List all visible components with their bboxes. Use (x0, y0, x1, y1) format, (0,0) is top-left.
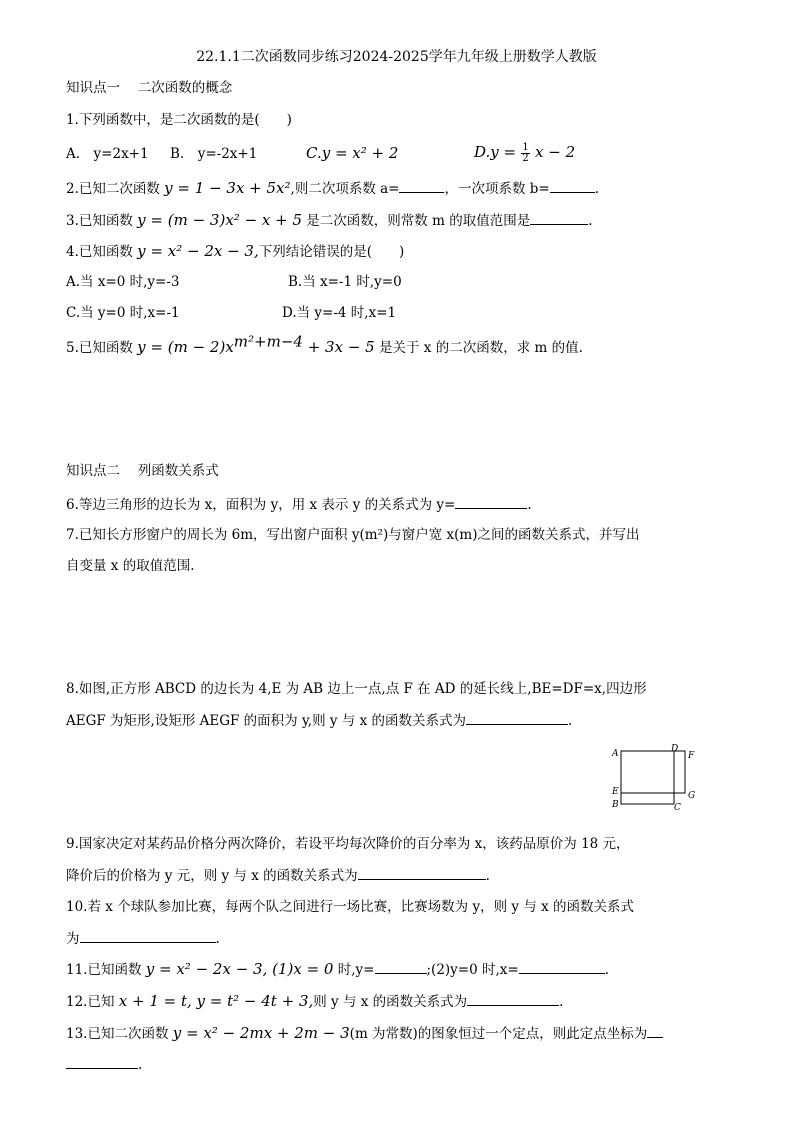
question-8-line-1: 8.如图,正方形 ABCD 的边长为 4,E 为 AB 边上一点,点 F 在 AD 的延长线上,BE=DF=x,四边形 (66, 681, 647, 697)
q1-option-d-math-left: y = (490, 143, 517, 161)
question-5 (66, 332, 583, 358)
q11-text-pre: 11.已知函数 (66, 962, 146, 978)
q13-text-end: . (138, 1057, 143, 1073)
q6-text-end: . (527, 497, 532, 513)
q3-text-mid: 是二次函数，则常数 m 的取值范围是 (302, 213, 531, 229)
q11-text-end: . (604, 962, 610, 978)
q1-option-c-label: C. (306, 144, 322, 162)
fraction-denominator: 2 (522, 153, 529, 164)
q5-text-post: 是关于 x 的二次函数，求 m 的值. (374, 340, 583, 356)
question-13-continuation (66, 1054, 142, 1075)
q3-formula: y = (m − 3)x² − x + 5 (137, 211, 303, 229)
q11-text-mid: 时,y= (333, 962, 375, 978)
question-4 (66, 241, 404, 262)
q1-option-d-fraction (521, 143, 529, 164)
q5-formula-base: y = (m − 2)x (137, 338, 234, 356)
q3-text-pre: 3.已知函数 (66, 213, 138, 229)
figure-label-b: B (612, 800, 619, 810)
q11-answer-blank-2[interactable] (519, 959, 605, 974)
q12-formula: x + 1 = t, y = t² − 4t + 3, (118, 992, 314, 1010)
q4-formula: y = x² − 2x − 3, (137, 242, 259, 260)
q12-text-end: . (559, 994, 564, 1010)
q8-text-end: . (568, 713, 573, 729)
q1-option-c (306, 143, 398, 164)
q1-option-a: A. y=2x+1 (66, 146, 149, 162)
q13-text-pre: 13.已知二次函数 (66, 1026, 173, 1042)
question-3 (66, 210, 593, 231)
q3-text-end: . (588, 213, 593, 229)
question-8-line-2 (66, 710, 572, 731)
q4-text-pre: 4.已知函数 (66, 244, 138, 260)
q12-text-pre: 12.已知 (66, 994, 119, 1010)
q8-text: AEGF 为矩形,设矩形 AEGF 的面积为 y,则 y 与 x 的函数关系式为 (66, 713, 466, 729)
q9-text-end: . (485, 868, 490, 884)
q5-formula-exponent: m²+m−4 (233, 332, 303, 351)
question-10-line-2 (66, 928, 220, 949)
q1-option-c-math: y = x² + 2 (321, 144, 399, 162)
section-heading-2: 知识点二 列函数关系式 (66, 463, 219, 479)
q1-option-d-label: D. (474, 143, 491, 161)
q13-answer-blank-start[interactable] (647, 1023, 663, 1038)
figure-label-f: F (688, 751, 695, 761)
question-10-line-1: 10.若 x 个球队参加比赛，每两个队之间进行一场比赛，比赛场数为 y，则 y 与 x 的函数关系式 (66, 899, 634, 915)
q1-option-d (474, 142, 575, 164)
q10-answer-blank[interactable] (80, 928, 216, 943)
q3-answer-blank[interactable] (530, 210, 588, 225)
figure-label-a: A (612, 749, 619, 759)
q8-answer-blank[interactable] (466, 710, 568, 725)
question-7-line-2: 自变量 x 的取值范围. (66, 558, 195, 574)
figure-label-c: C (674, 803, 681, 812)
q4-option-b: B.当 x=-1 时,y=0 (288, 274, 402, 290)
q2-answer-blank-a[interactable] (399, 178, 444, 193)
question-2 (66, 178, 599, 199)
q13-answer-blank-end[interactable] (66, 1054, 138, 1069)
q4-option-d: D.当 y=-4 时,x=1 (282, 305, 397, 321)
q5-text-pre: 5.已知函数 (66, 340, 138, 356)
question-9-line-1: 9.国家决定对某药品价格分两次降价，若设平均每次降价的百分率为 x，该药品原价为 18 元， (66, 836, 630, 852)
q11-text-mid2: ;(2)y=0 时,x= (426, 962, 519, 978)
q9-answer-blank[interactable] (358, 865, 486, 880)
q4-text-post: 下列结论错误的是( ) (258, 244, 405, 260)
question-7-line-1: 7.已知长方形窗户的周长为 6m，写出窗户面积 y(m²)与窗户宽 x(m)之间的函数关系式，并写出 (66, 527, 640, 543)
question-1-stem: 1.下列函数中，是二次函数的是( ) (66, 112, 292, 128)
question-13 (66, 1023, 663, 1044)
figure-label-e: E (612, 787, 619, 797)
question-11 (66, 959, 609, 980)
q2-text-mid2: ，一次项系数 b= (444, 181, 550, 197)
page-title: 22.1.1二次函数同步练习2024-2025学年九年级上册数学人教版 (196, 49, 597, 65)
q10-text-end: . (215, 931, 220, 947)
square-abcd (621, 751, 674, 804)
q13-formula: y = x² − 2mx + 2m − 3 (172, 1024, 350, 1042)
question-9-line-2 (66, 865, 490, 886)
q11-answer-blank-1[interactable] (375, 959, 427, 974)
section-heading-1: 知识点一 二次函数的概念 (66, 80, 233, 96)
figure-label-g: G (688, 791, 696, 801)
q1-option-d-math-right: x − 2 (535, 143, 576, 161)
fraction-numerator: 1 (522, 142, 529, 153)
q10-text: 为 (66, 931, 80, 947)
q12-answer-blank[interactable] (467, 991, 559, 1006)
q2-text-end: . (594, 181, 600, 197)
figure-label-d: D (671, 744, 679, 754)
q4-option-c: C.当 y=0 时,x=-1 (66, 305, 180, 321)
question-6 (66, 494, 532, 515)
q1-option-b: B. y=-2x+1 (170, 146, 258, 162)
q12-text-post: 则 y 与 x 的函数关系式为 (313, 994, 468, 1010)
square-rectangle-figure (606, 742, 706, 812)
q9-text: 降价后的价格为 y 元，则 y 与 x 的函数关系式为 (66, 868, 358, 884)
q2-formula: y = 1 − 3x + 5x² (164, 179, 291, 197)
q13-text-post: (m 为常数)的图象恒过一个定点，则此定点坐标为 (349, 1026, 648, 1042)
q11-formula: y = x² − 2x − 3, (1)x = 0 (145, 960, 334, 978)
question-12 (66, 991, 563, 1012)
q2-text-pre: 2.已知二次函数 (66, 181, 165, 197)
q4-option-a: A.当 x=0 时,y=-3 (66, 274, 180, 290)
q2-answer-blank-b[interactable] (550, 178, 595, 193)
q6-text: 6.等边三角形的边长为 x，面积为 y，用 x 表示 y 的关系式为 y= (66, 497, 456, 513)
q6-answer-blank[interactable] (455, 494, 527, 509)
q5-formula-tail: + 3x − 5 (302, 338, 375, 356)
q2-text-mid: ,则二次项系数 a= (290, 181, 400, 197)
rectangle-aegf (621, 751, 685, 793)
